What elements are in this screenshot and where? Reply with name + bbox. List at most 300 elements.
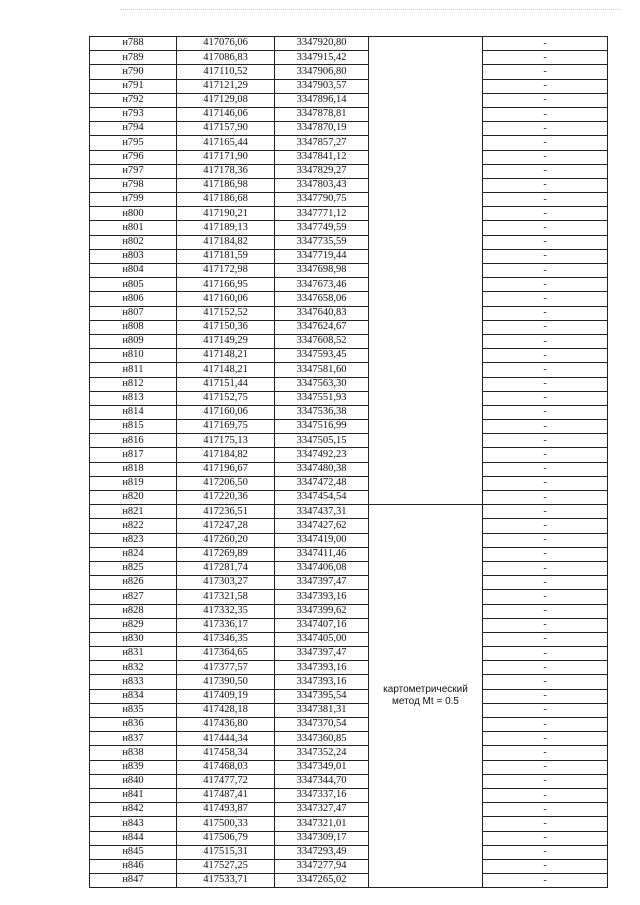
accuracy-cell: - <box>483 703 608 717</box>
x-coordinate-cell: 417364,65 <box>177 647 275 661</box>
point-name-cell: н818 <box>90 462 177 476</box>
table-row <box>90 448 608 462</box>
table-row <box>90 845 608 859</box>
point-name-cell: н841 <box>90 788 177 802</box>
accuracy-cell: - <box>483 547 608 561</box>
accuracy-cell: - <box>483 718 608 732</box>
x-coordinate-cell: 417269,89 <box>177 547 275 561</box>
y-coordinate-cell: 3347406,08 <box>275 561 369 575</box>
table-row <box>90 178 608 192</box>
table-row <box>90 661 608 675</box>
method-cell <box>369 37 483 505</box>
y-coordinate-cell: 3347407,16 <box>275 618 369 632</box>
table-row <box>90 817 608 831</box>
y-coordinate-cell: 3347265,02 <box>275 874 369 888</box>
x-coordinate-cell: 417181,59 <box>177 249 275 263</box>
point-name-cell: н796 <box>90 150 177 164</box>
x-coordinate-cell: 417149,29 <box>177 334 275 348</box>
x-coordinate-cell: 417487,41 <box>177 788 275 802</box>
y-coordinate-cell: 3347878,81 <box>275 107 369 121</box>
accuracy-cell: - <box>483 476 608 490</box>
x-coordinate-cell: 417151,44 <box>177 377 275 391</box>
point-name-cell: н844 <box>90 831 177 845</box>
x-coordinate-cell: 417172,98 <box>177 264 275 278</box>
x-coordinate-cell: 417184,82 <box>177 448 275 462</box>
accuracy-cell: - <box>483 533 608 547</box>
y-coordinate-cell: 3347771,12 <box>275 207 369 221</box>
coordinates-table-body <box>90 37 608 888</box>
point-name-cell: н847 <box>90 874 177 888</box>
x-coordinate-cell: 417189,13 <box>177 221 275 235</box>
accuracy-cell: - <box>483 576 608 590</box>
x-coordinate-cell: 417303,27 <box>177 576 275 590</box>
table-row <box>90 760 608 774</box>
table-row <box>90 235 608 249</box>
accuracy-cell: - <box>483 391 608 405</box>
x-coordinate-cell: 417160,06 <box>177 292 275 306</box>
accuracy-cell: - <box>483 51 608 65</box>
point-name-cell: н807 <box>90 306 177 320</box>
y-coordinate-cell: 3347397,47 <box>275 576 369 590</box>
accuracy-cell: - <box>483 334 608 348</box>
x-coordinate-cell: 417321,58 <box>177 590 275 604</box>
table-row <box>90 590 608 604</box>
accuracy-cell: - <box>483 434 608 448</box>
point-name-cell: н840 <box>90 774 177 788</box>
point-name-cell: н797 <box>90 164 177 178</box>
table-row <box>90 647 608 661</box>
accuracy-cell: - <box>483 448 608 462</box>
accuracy-cell: - <box>483 306 608 320</box>
y-coordinate-cell: 3347581,60 <box>275 363 369 377</box>
x-coordinate-cell: 417196,67 <box>177 462 275 476</box>
point-name-cell: н812 <box>90 377 177 391</box>
table-row <box>90 51 608 65</box>
point-name-cell: н833 <box>90 675 177 689</box>
point-name-cell: н831 <box>90 647 177 661</box>
x-coordinate-cell: 417152,75 <box>177 391 275 405</box>
y-coordinate-cell: 3347563,30 <box>275 377 369 391</box>
table-row <box>90 434 608 448</box>
point-name-cell: н824 <box>90 547 177 561</box>
y-coordinate-cell: 3347896,14 <box>275 93 369 107</box>
point-name-cell: н793 <box>90 107 177 121</box>
x-coordinate-cell: 417086,83 <box>177 51 275 65</box>
table-row <box>90 249 608 263</box>
table-row <box>90 292 608 306</box>
x-coordinate-cell: 417190,21 <box>177 207 275 221</box>
accuracy-cell: - <box>483 320 608 334</box>
table-row <box>90 533 608 547</box>
table-row <box>90 391 608 405</box>
y-coordinate-cell: 3347309,17 <box>275 831 369 845</box>
table-row <box>90 221 608 235</box>
point-name-cell: н837 <box>90 732 177 746</box>
accuracy-cell: - <box>483 803 608 817</box>
accuracy-cell: - <box>483 561 608 575</box>
accuracy-cell: - <box>483 746 608 760</box>
point-name-cell: н792 <box>90 93 177 107</box>
y-coordinate-cell: 3347624,67 <box>275 320 369 334</box>
y-coordinate-cell: 3347640,83 <box>275 306 369 320</box>
table-row <box>90 675 608 689</box>
table-row <box>90 576 608 590</box>
y-coordinate-cell: 3347903,57 <box>275 79 369 93</box>
x-coordinate-cell: 417175,13 <box>177 434 275 448</box>
accuracy-cell: - <box>483 618 608 632</box>
y-coordinate-cell: 3347551,93 <box>275 391 369 405</box>
y-coordinate-cell: 3347920,80 <box>275 37 369 51</box>
y-coordinate-cell: 3347790,75 <box>275 193 369 207</box>
y-coordinate-cell: 3347397,47 <box>275 647 369 661</box>
x-coordinate-cell: 417206,50 <box>177 476 275 490</box>
table-row <box>90 79 608 93</box>
accuracy-cell: - <box>483 264 608 278</box>
y-coordinate-cell: 3347399,62 <box>275 604 369 618</box>
y-coordinate-cell: 3347321,01 <box>275 817 369 831</box>
accuracy-cell: - <box>483 420 608 434</box>
accuracy-cell: - <box>483 632 608 646</box>
x-coordinate-cell: 417076,06 <box>177 37 275 51</box>
point-name-cell: н813 <box>90 391 177 405</box>
point-name-cell: н829 <box>90 618 177 632</box>
y-coordinate-cell: 3347393,16 <box>275 590 369 604</box>
table-row <box>90 306 608 320</box>
y-coordinate-cell: 3347327,47 <box>275 803 369 817</box>
point-name-cell: н830 <box>90 632 177 646</box>
x-coordinate-cell: 417428,18 <box>177 703 275 717</box>
y-coordinate-cell: 3347411,46 <box>275 547 369 561</box>
x-coordinate-cell: 417160,06 <box>177 405 275 419</box>
x-coordinate-cell: 417171,90 <box>177 150 275 164</box>
table-row <box>90 774 608 788</box>
x-coordinate-cell: 417129,08 <box>177 93 275 107</box>
y-coordinate-cell: 3347395,54 <box>275 689 369 703</box>
x-coordinate-cell: 417157,90 <box>177 122 275 136</box>
accuracy-cell: - <box>483 207 608 221</box>
point-name-cell: н800 <box>90 207 177 221</box>
table-row <box>90 264 608 278</box>
x-coordinate-cell: 417148,21 <box>177 363 275 377</box>
table-row <box>90 732 608 746</box>
point-name-cell: н811 <box>90 363 177 377</box>
x-coordinate-cell: 417121,29 <box>177 79 275 93</box>
table-row <box>90 164 608 178</box>
point-name-cell: н835 <box>90 703 177 717</box>
table-row <box>90 136 608 150</box>
y-coordinate-cell: 3347870,19 <box>275 122 369 136</box>
accuracy-cell: - <box>483 874 608 888</box>
point-name-cell: н839 <box>90 760 177 774</box>
x-coordinate-cell: 417148,21 <box>177 349 275 363</box>
y-coordinate-cell: 3347673,46 <box>275 278 369 292</box>
point-name-cell: н804 <box>90 264 177 278</box>
y-coordinate-cell: 3347829,27 <box>275 164 369 178</box>
y-coordinate-cell: 3347735,59 <box>275 235 369 249</box>
y-coordinate-cell: 3347360,85 <box>275 732 369 746</box>
point-name-cell: н823 <box>90 533 177 547</box>
accuracy-cell: - <box>483 150 608 164</box>
point-name-cell: н821 <box>90 505 177 519</box>
accuracy-cell: - <box>483 79 608 93</box>
table-row <box>90 150 608 164</box>
y-coordinate-cell: 3347419,00 <box>275 533 369 547</box>
point-name-cell: н794 <box>90 122 177 136</box>
accuracy-cell: - <box>483 590 608 604</box>
y-coordinate-cell: 3347719,44 <box>275 249 369 263</box>
y-coordinate-cell: 3347536,38 <box>275 405 369 419</box>
accuracy-cell: - <box>483 107 608 121</box>
x-coordinate-cell: 417184,82 <box>177 235 275 249</box>
y-coordinate-cell: 3347505,15 <box>275 434 369 448</box>
x-coordinate-cell: 417493,87 <box>177 803 275 817</box>
table-row <box>90 193 608 207</box>
x-coordinate-cell: 417332,35 <box>177 604 275 618</box>
x-coordinate-cell: 417281,74 <box>177 561 275 575</box>
table-row <box>90 37 608 51</box>
point-name-cell: н834 <box>90 689 177 703</box>
accuracy-cell: - <box>483 661 608 675</box>
table-row <box>90 746 608 760</box>
x-coordinate-cell: 417436,80 <box>177 718 275 732</box>
accuracy-cell: - <box>483 675 608 689</box>
x-coordinate-cell: 417458,34 <box>177 746 275 760</box>
x-coordinate-cell: 417236,51 <box>177 505 275 519</box>
table-row <box>90 618 608 632</box>
point-name-cell: н816 <box>90 434 177 448</box>
point-name-cell: н817 <box>90 448 177 462</box>
accuracy-cell: - <box>483 235 608 249</box>
point-name-cell: н809 <box>90 334 177 348</box>
x-coordinate-cell: 417152,52 <box>177 306 275 320</box>
accuracy-cell: - <box>483 37 608 51</box>
point-name-cell: н814 <box>90 405 177 419</box>
table-row <box>90 334 608 348</box>
table-row <box>90 632 608 646</box>
y-coordinate-cell: 3347608,52 <box>275 334 369 348</box>
x-coordinate-cell: 417533,71 <box>177 874 275 888</box>
table-row <box>90 363 608 377</box>
point-name-cell: н803 <box>90 249 177 263</box>
table-row <box>90 604 608 618</box>
y-coordinate-cell: 3347405,00 <box>275 632 369 646</box>
accuracy-cell: - <box>483 405 608 419</box>
accuracy-cell: - <box>483 178 608 192</box>
scan-header-noise <box>120 9 620 14</box>
y-coordinate-cell: 3347698,98 <box>275 264 369 278</box>
point-name-cell: н806 <box>90 292 177 306</box>
y-coordinate-cell: 3347472,48 <box>275 476 369 490</box>
point-name-cell: н799 <box>90 193 177 207</box>
y-coordinate-cell: 3347593,45 <box>275 349 369 363</box>
point-name-cell: н825 <box>90 561 177 575</box>
table-row <box>90 547 608 561</box>
table-row <box>90 122 608 136</box>
table-row <box>90 874 608 888</box>
y-coordinate-cell: 3347658,06 <box>275 292 369 306</box>
method-cell: картометрический метод Mt = 0.5 <box>369 505 483 888</box>
accuracy-cell: - <box>483 689 608 703</box>
point-name-cell: н838 <box>90 746 177 760</box>
accuracy-cell: - <box>483 604 608 618</box>
point-name-cell: н795 <box>90 136 177 150</box>
accuracy-cell: - <box>483 292 608 306</box>
accuracy-cell: - <box>483 164 608 178</box>
table-row <box>90 505 608 519</box>
table-row <box>90 788 608 802</box>
x-coordinate-cell: 417390,50 <box>177 675 275 689</box>
table-row <box>90 107 608 121</box>
y-coordinate-cell: 3347337,16 <box>275 788 369 802</box>
y-coordinate-cell: 3347915,42 <box>275 51 369 65</box>
accuracy-cell: - <box>483 462 608 476</box>
table-row <box>90 65 608 79</box>
point-name-cell: н789 <box>90 51 177 65</box>
y-coordinate-cell: 3347427,62 <box>275 519 369 533</box>
y-coordinate-cell: 3347370,54 <box>275 718 369 732</box>
y-coordinate-cell: 3347393,16 <box>275 675 369 689</box>
table-row <box>90 278 608 292</box>
accuracy-cell: - <box>483 831 608 845</box>
accuracy-cell: - <box>483 221 608 235</box>
table-row <box>90 207 608 221</box>
accuracy-cell: - <box>483 193 608 207</box>
accuracy-cell: - <box>483 817 608 831</box>
x-coordinate-cell: 417506,79 <box>177 831 275 845</box>
accuracy-cell: - <box>483 788 608 802</box>
table-row <box>90 476 608 490</box>
y-coordinate-cell: 3347516,99 <box>275 420 369 434</box>
point-name-cell: н845 <box>90 845 177 859</box>
accuracy-cell: - <box>483 732 608 746</box>
accuracy-cell: - <box>483 93 608 107</box>
table-row <box>90 703 608 717</box>
y-coordinate-cell: 3347454,54 <box>275 491 369 505</box>
x-coordinate-cell: 417146,06 <box>177 107 275 121</box>
point-name-cell: н836 <box>90 718 177 732</box>
table-row <box>90 803 608 817</box>
x-coordinate-cell: 417247,28 <box>177 519 275 533</box>
point-name-cell: н810 <box>90 349 177 363</box>
accuracy-cell: - <box>483 774 608 788</box>
point-name-cell: н842 <box>90 803 177 817</box>
table-row <box>90 519 608 533</box>
accuracy-cell: - <box>483 349 608 363</box>
x-coordinate-cell: 417186,98 <box>177 178 275 192</box>
x-coordinate-cell: 417166,95 <box>177 278 275 292</box>
y-coordinate-cell: 3347349,01 <box>275 760 369 774</box>
table-row <box>90 859 608 873</box>
accuracy-cell: - <box>483 249 608 263</box>
x-coordinate-cell: 417220,36 <box>177 491 275 505</box>
table-row <box>90 831 608 845</box>
accuracy-cell: - <box>483 505 608 519</box>
accuracy-cell: - <box>483 278 608 292</box>
y-coordinate-cell: 3347293,49 <box>275 845 369 859</box>
accuracy-cell: - <box>483 122 608 136</box>
point-name-cell: н805 <box>90 278 177 292</box>
table-row <box>90 320 608 334</box>
accuracy-cell: - <box>483 845 608 859</box>
y-coordinate-cell: 3347393,16 <box>275 661 369 675</box>
point-name-cell: н826 <box>90 576 177 590</box>
point-name-cell: н788 <box>90 37 177 51</box>
y-coordinate-cell: 3347480,38 <box>275 462 369 476</box>
x-coordinate-cell: 417260,20 <box>177 533 275 547</box>
point-name-cell: н828 <box>90 604 177 618</box>
x-coordinate-cell: 417409,19 <box>177 689 275 703</box>
y-coordinate-cell: 3347437,31 <box>275 505 369 519</box>
table-row <box>90 405 608 419</box>
table-row <box>90 718 608 732</box>
x-coordinate-cell: 417468,03 <box>177 760 275 774</box>
accuracy-cell: - <box>483 760 608 774</box>
y-coordinate-cell: 3347841,12 <box>275 150 369 164</box>
point-name-cell: н801 <box>90 221 177 235</box>
point-name-cell: н832 <box>90 661 177 675</box>
y-coordinate-cell: 3347857,27 <box>275 136 369 150</box>
accuracy-cell: - <box>483 647 608 661</box>
accuracy-cell: - <box>483 363 608 377</box>
x-coordinate-cell: 417527,25 <box>177 859 275 873</box>
y-coordinate-cell: 3347344,70 <box>275 774 369 788</box>
x-coordinate-cell: 417515,31 <box>177 845 275 859</box>
y-coordinate-cell: 3347749,59 <box>275 221 369 235</box>
point-name-cell: н827 <box>90 590 177 604</box>
accuracy-cell: - <box>483 519 608 533</box>
accuracy-cell: - <box>483 65 608 79</box>
table-row <box>90 349 608 363</box>
x-coordinate-cell: 417444,34 <box>177 732 275 746</box>
table-row <box>90 93 608 107</box>
point-name-cell: н791 <box>90 79 177 93</box>
x-coordinate-cell: 417178,36 <box>177 164 275 178</box>
point-name-cell: н819 <box>90 476 177 490</box>
x-coordinate-cell: 417110,52 <box>177 65 275 79</box>
accuracy-cell: - <box>483 377 608 391</box>
x-coordinate-cell: 417346,35 <box>177 632 275 646</box>
table-row <box>90 377 608 391</box>
y-coordinate-cell: 3347803,43 <box>275 178 369 192</box>
accuracy-cell: - <box>483 859 608 873</box>
table-row <box>90 491 608 505</box>
accuracy-cell: - <box>483 491 608 505</box>
table-row <box>90 689 608 703</box>
point-name-cell: н798 <box>90 178 177 192</box>
x-coordinate-cell: 417500,33 <box>177 817 275 831</box>
y-coordinate-cell: 3347906,80 <box>275 65 369 79</box>
x-coordinate-cell: 417165,44 <box>177 136 275 150</box>
y-coordinate-cell: 3347381,31 <box>275 703 369 717</box>
x-coordinate-cell: 417169,75 <box>177 420 275 434</box>
y-coordinate-cell: 3347277,94 <box>275 859 369 873</box>
x-coordinate-cell: 417336,17 <box>177 618 275 632</box>
table-row <box>90 462 608 476</box>
point-name-cell: н820 <box>90 491 177 505</box>
y-coordinate-cell: 3347492,23 <box>275 448 369 462</box>
x-coordinate-cell: 417150,36 <box>177 320 275 334</box>
point-name-cell: н808 <box>90 320 177 334</box>
y-coordinate-cell: 3347352,24 <box>275 746 369 760</box>
x-coordinate-cell: 417377,57 <box>177 661 275 675</box>
point-name-cell: н815 <box>90 420 177 434</box>
x-coordinate-cell: 417477,72 <box>177 774 275 788</box>
point-name-cell: н790 <box>90 65 177 79</box>
point-name-cell: н802 <box>90 235 177 249</box>
point-name-cell: н843 <box>90 817 177 831</box>
table-row <box>90 561 608 575</box>
x-coordinate-cell: 417186,68 <box>177 193 275 207</box>
